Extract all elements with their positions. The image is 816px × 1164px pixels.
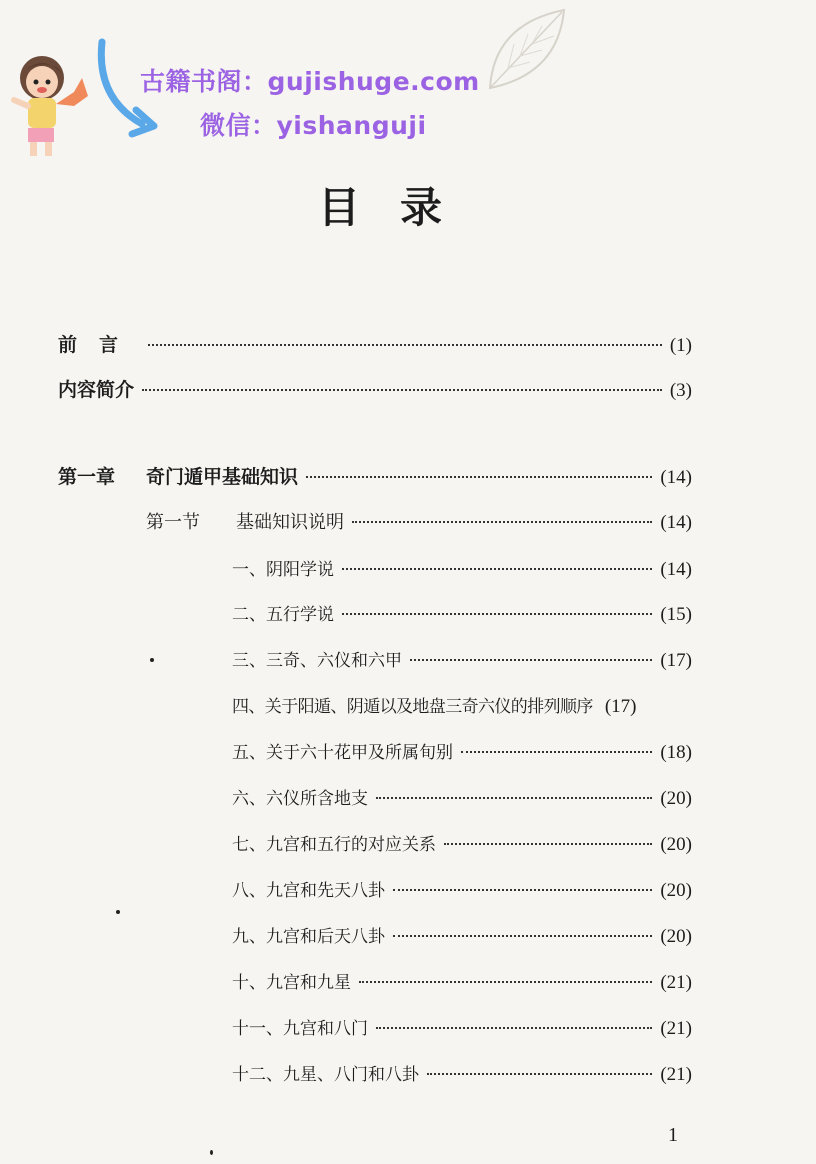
toc-entry-label: 九、九宫和后天八卦 (232, 927, 385, 947)
toc-entry-label: 六、六仪所含地支 (232, 789, 368, 809)
toc-entry-page: (17) (604, 696, 637, 717)
watermark-wechat: 微信：yishanguji (200, 111, 427, 140)
toc-item (232, 646, 692, 678)
leader-dots (393, 935, 652, 937)
toc-item (232, 738, 692, 770)
leader-dots (410, 659, 652, 661)
toc-entry-page: (20) (660, 926, 692, 947)
leader-dots (393, 889, 652, 891)
section-number: 第一节 (146, 512, 200, 533)
leader-dots (461, 751, 652, 753)
toc-section-1 (146, 508, 692, 540)
toc-entry-page: (3) (669, 380, 692, 401)
toc-entry-page: (21) (660, 972, 692, 993)
toc-entry-page: (20) (660, 788, 692, 809)
toc-entry-label: 前言 (58, 334, 141, 356)
leader-dots (376, 797, 652, 799)
toc-chapter-1 (58, 462, 692, 494)
toc-item (232, 876, 692, 908)
chapter-number: 第一章 (58, 466, 116, 488)
toc-entry-page: (14) (660, 512, 692, 533)
leader-dots (148, 344, 662, 346)
toc-entry-label: 内容简介 (58, 379, 135, 401)
scan-speck (116, 910, 120, 914)
toc-entry-label: 十、九宫和九星 (232, 973, 351, 993)
scan-speck (150, 658, 154, 662)
toc-entry-label: 第一章 奇门遁甲基础知识 (58, 462, 298, 489)
page-number: 1 (668, 1124, 678, 1146)
toc-entry-page: (21) (660, 1018, 692, 1039)
scan-speck (210, 1150, 213, 1155)
toc-entry-page: (14) (660, 467, 692, 488)
toc-entry-summary (58, 375, 692, 407)
toc-entry-page: (17) (660, 650, 692, 671)
leader-dots (306, 476, 652, 478)
toc-item (232, 830, 692, 862)
toc-item (232, 968, 692, 1000)
leaf-icon (484, 4, 570, 92)
toc-item (232, 1060, 692, 1092)
toc-item (232, 1014, 692, 1046)
toc-item (232, 600, 692, 632)
watermark-site: 古籍书阁：gujishuge.com (140, 67, 480, 96)
toc-entry-page: (1) (669, 335, 692, 356)
toc-entry-page: (18) (660, 742, 692, 763)
toc-entry-page: (21) (660, 1064, 692, 1085)
toc-item (232, 922, 692, 954)
toc-entry-label: 八、九宫和先天八卦 (232, 881, 385, 901)
toc-entry-label: 七、九宫和五行的对应关系 (232, 835, 436, 855)
leader-dots (352, 521, 652, 523)
toc-entry-label: 五、关于六十花甲及所属旬别 (232, 743, 453, 763)
toc-item (232, 555, 692, 587)
toc-entry-preface (58, 330, 692, 362)
toc-item (232, 784, 692, 816)
toc-entry-label: 二、五行学说 (232, 605, 334, 625)
toc-entry-label: 十二、九星、八门和八卦 (232, 1065, 419, 1085)
toc-entry-label: 一、阴阳学说 (232, 560, 334, 580)
toc-entry-page: (20) (660, 834, 692, 855)
page-title: 目录 (317, 183, 482, 232)
leader-dots (142, 389, 662, 391)
leader-dots (376, 1027, 652, 1029)
toc-entry-page: (14) (660, 559, 692, 580)
mascot-icon (8, 48, 98, 160)
toc-entry-label: 四、关于阳遁、阴遁以及地盘三奇六仪的排列顺序 (232, 697, 593, 717)
leader-dots (359, 981, 652, 983)
toc-entry-label: 三、三奇、六仪和六甲 (232, 651, 402, 671)
toc-entry-page: (15) (660, 604, 692, 625)
leader-dots (342, 613, 652, 615)
leader-dots (427, 1073, 652, 1075)
leader-dots (444, 843, 652, 845)
toc-entry-label: 十一、九宫和八门 (232, 1019, 368, 1039)
toc-entry-label: 第一节 基础知识说明 (146, 508, 344, 534)
toc-item (232, 692, 692, 724)
leader-dots (342, 568, 652, 570)
toc-entry-page: (20) (660, 880, 692, 901)
